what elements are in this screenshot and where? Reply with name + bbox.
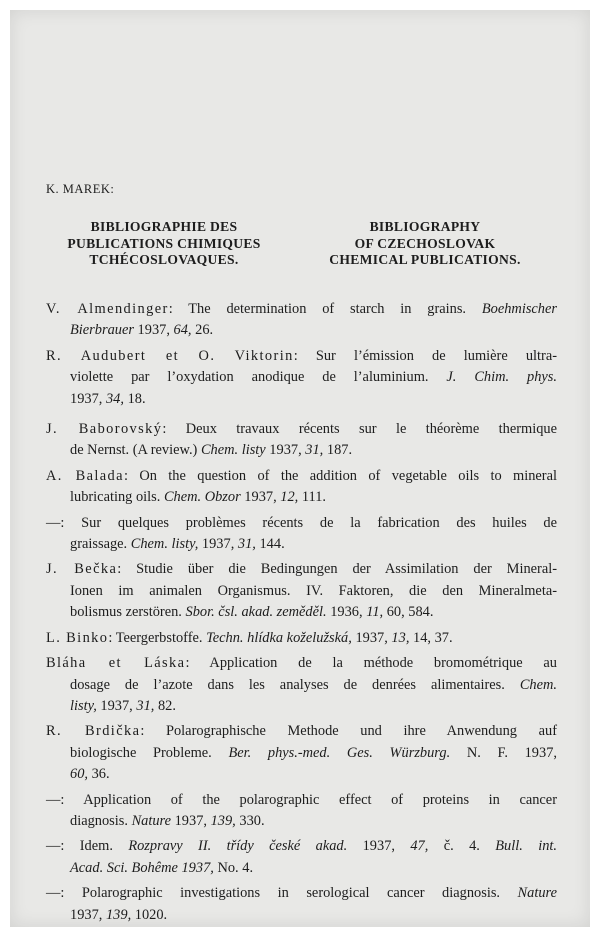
bibliography-entry: [46, 559, 557, 623]
journal-reference: Chem. listy: [200, 442, 266, 459]
entry-text: 1937,: [70, 906, 106, 923]
journal-reference: Sbor. čsl. akad. zeměděl.: [185, 604, 327, 621]
bibliography-entry: [46, 653, 557, 717]
journal-reference: 31,: [136, 697, 155, 714]
entry-author: J. Bečka: [46, 561, 118, 578]
entry-text: violette par l’oxydation anodique de l’aluminium.: [70, 369, 447, 386]
entry-text: 1937,: [171, 812, 211, 829]
bibliography-entry: [46, 346, 557, 410]
journal-reference: Chem. listy,: [130, 536, 199, 553]
entry-text: 111.: [298, 489, 326, 506]
entry-line: [46, 696, 557, 717]
journal-reference: 47,: [410, 838, 429, 855]
journal-reference: 139,: [105, 906, 132, 923]
journal-reference: 60,: [70, 766, 88, 783]
entry-line: [46, 440, 557, 461]
entry-text: 330.: [235, 812, 265, 829]
title-english-line: OF CZECHOSLOVAK: [354, 235, 496, 251]
bibliography-entry: [46, 628, 557, 649]
entry-line: [46, 602, 557, 623]
journal-reference: listy,: [70, 697, 97, 714]
entry-line: [46, 905, 557, 926]
bibliography-entry: [46, 883, 557, 926]
entry-line: [46, 743, 557, 764]
entry-text: 1937,: [198, 536, 238, 553]
journal-reference: 11,: [366, 604, 384, 621]
entry-line: [46, 764, 557, 785]
bibliography-entry: [46, 721, 557, 785]
entry-line: [46, 346, 557, 367]
entry-text: 1937,: [133, 322, 174, 339]
entry-author: L. Binko: [46, 629, 109, 646]
bibliography-list: [46, 299, 557, 926]
entry-text: : Teergerbstoffe.: [108, 629, 207, 646]
journal-reference: Chem. Obzor: [163, 489, 241, 506]
entry-line: [46, 628, 557, 649]
entry-author: A. Balada: [46, 467, 124, 484]
entry-text: : Deux travaux récents sur le théorème thermique: [162, 421, 557, 438]
entry-text: 1936,: [326, 604, 367, 621]
document-page: [10, 10, 590, 927]
entry-text: : The determination of starch in grains.: [168, 301, 482, 317]
entry-text: : Sur l’émission de lumière ultra-: [293, 347, 558, 364]
entry-text: lubricating oils.: [70, 489, 164, 506]
journal-reference: 12,: [280, 489, 299, 506]
entry-line: [46, 299, 557, 320]
entry-line: [46, 675, 557, 696]
author-header: K. MAREK:: [46, 182, 115, 196]
entry-line: [46, 389, 557, 410]
entry-text: : Polarographische Methode und ihre Anwendung auf: [140, 723, 557, 740]
entry-text: 1937,: [351, 629, 392, 646]
journal-reference: J. Chim. phys.: [446, 369, 557, 386]
journal-reference: Rozpravy II. třídy české akad.: [128, 838, 348, 855]
entry-text: 26.: [191, 322, 214, 339]
journal-reference: Ber. phys.-med. Ges. Würzburg.: [228, 744, 451, 761]
bibliography-entry: [46, 513, 557, 556]
journal-reference: Boehmischer: [481, 301, 557, 317]
spacer: [46, 410, 557, 419]
journal-reference: 64,: [173, 322, 192, 339]
entry-text: 60, 584.: [383, 604, 434, 621]
entry-author: Bláha et Láska: [46, 655, 186, 672]
entry-author: R. Audubert et O. Viktorin: [46, 347, 294, 364]
entry-text: —: Application of the polarographic effect of proteins in cancer: [46, 791, 557, 808]
entry-line: [46, 487, 557, 508]
title-block: [44, 219, 560, 269]
entry-text: 1937,: [347, 838, 411, 855]
title-french-line: PUBLICATIONS CHIMIQUES: [67, 235, 261, 251]
title-french-line: TCHÉCOSLOVAQUES.: [89, 252, 239, 267]
journal-reference: Nature: [517, 885, 557, 902]
title-english: [290, 219, 560, 269]
bibliography-entry: [46, 466, 557, 509]
entry-author: V. Almendinger: [46, 301, 169, 317]
entry-text: 1937,: [70, 390, 106, 407]
entry-line: [46, 790, 557, 811]
entry-text: biologische Probleme.: [70, 744, 229, 761]
journal-reference: 139,: [210, 812, 236, 829]
journal-reference: Bull. int.: [495, 838, 558, 855]
entry-text: č. 4.: [428, 838, 496, 855]
entry-text: de Nernst. (A review.): [70, 442, 201, 459]
entry-line: [46, 367, 557, 388]
entry-line: [46, 513, 557, 534]
entry-text: 144.: [255, 536, 285, 553]
entry-text: —: Polarographic investigations in serological cancer diagnosis.: [46, 885, 518, 902]
title-french: [44, 219, 284, 269]
entry-line: [46, 534, 557, 555]
entry-text: 18.: [123, 390, 146, 407]
title-english-line: BIBLIOGRAPHY: [369, 219, 481, 234]
entry-line: [46, 466, 557, 487]
entry-line: [46, 320, 557, 341]
journal-reference: 31,: [305, 442, 324, 459]
entry-text: 14, 37.: [409, 629, 453, 646]
entry-text: dosage de l’azote dans les analyses de denrées alimentaires.: [70, 676, 520, 693]
entry-text: 1937,: [96, 697, 137, 714]
entry-text: graissage.: [70, 536, 131, 553]
entry-line: [46, 883, 557, 904]
journal-reference: Bierbrauer: [70, 322, 134, 339]
entry-text: 1020.: [131, 906, 168, 923]
entry-text: —: Sur quelques problèmes récents de la fabrication des huiles de: [46, 514, 557, 531]
entry-text: 1937,: [265, 442, 306, 459]
entry-text: N. F. 1937,: [450, 744, 557, 761]
journal-reference: Acad. Sci. Bohême 1937,: [70, 859, 214, 876]
entry-line: [46, 653, 557, 674]
journal-reference: Nature: [131, 812, 172, 829]
entry-line: [46, 581, 557, 602]
bibliography-entry: [46, 299, 557, 342]
title-french-line: BIBLIOGRAPHIE DES: [90, 219, 238, 234]
journal-reference: 34,: [105, 390, 124, 407]
entry-author: R. Brdička: [46, 723, 141, 740]
entry-line: [46, 559, 557, 580]
bibliography-entry: [46, 419, 557, 462]
entry-text: diagnosis.: [70, 812, 132, 829]
entry-text: No. 4.: [213, 859, 254, 876]
entry-text: 1937,: [240, 489, 281, 506]
journal-reference: 13,: [391, 629, 410, 646]
entry-author: J. Baborovský: [46, 421, 163, 438]
entry-text: 82.: [154, 697, 176, 714]
entry-text: : On the question of the addition of vegetable oils to mineral: [123, 467, 557, 484]
entry-text: : Application de la méthode bromométrique au: [185, 655, 558, 672]
entry-text: 36.: [88, 766, 110, 783]
entry-text: Ionen im animalen Organismus. IV. Faktoren, die den Mineralmeta-: [70, 582, 557, 599]
entry-line: [46, 811, 557, 832]
entry-line: [46, 419, 557, 440]
bibliography-entry: [46, 790, 557, 833]
entry-line: [46, 721, 557, 742]
entry-line: [46, 858, 557, 879]
bibliography-entry: [46, 836, 557, 879]
entry-line: [46, 836, 557, 857]
journal-reference: Techn. hlídka koželužská,: [206, 629, 352, 646]
journal-reference: 31,: [237, 536, 256, 553]
entry-text: : Studie über die Bedingungen der Assimilation der Mineral-: [117, 561, 557, 578]
entry-text: 187.: [323, 442, 353, 459]
entry-text: bolismus zerstören.: [70, 604, 186, 621]
title-english-line: CHEMICAL PUBLICATIONS.: [329, 252, 521, 267]
journal-reference: Chem.: [519, 676, 557, 693]
entry-text: —: Idem.: [46, 838, 129, 855]
